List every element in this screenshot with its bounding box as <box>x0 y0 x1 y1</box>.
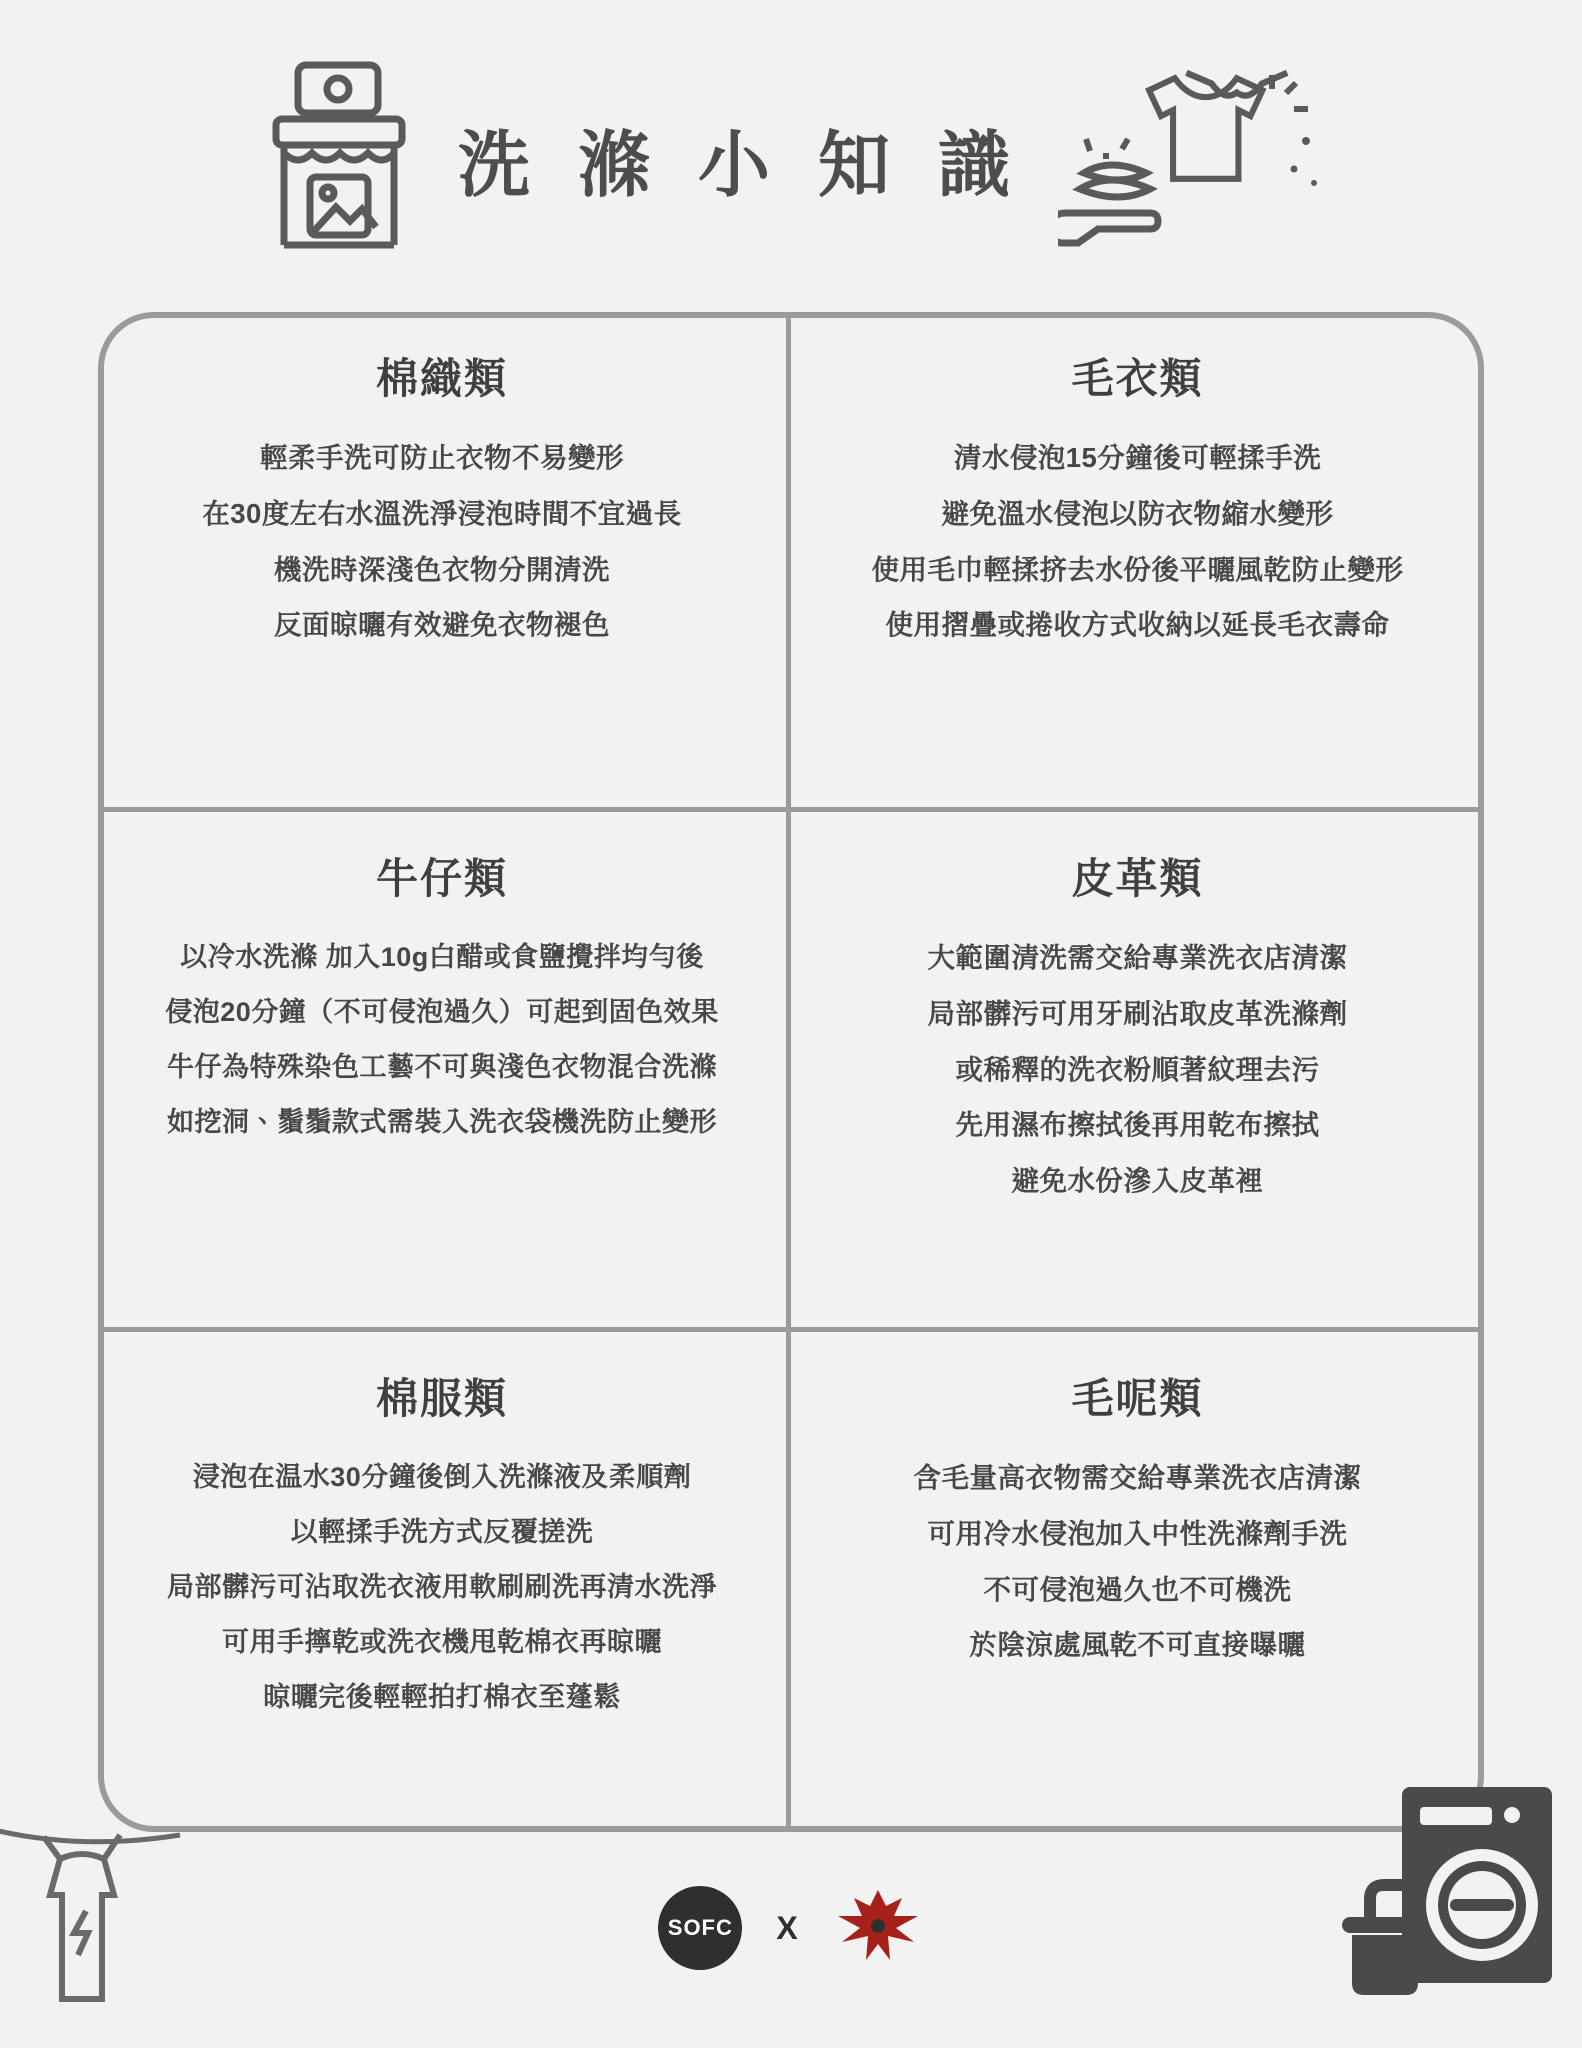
laundry-shop-icon <box>254 57 424 262</box>
section-title: 毛衣類 <box>1071 355 1204 402</box>
tip-line: 如挖洞、鬚鬚款式需裝入洗衣袋機洗防止變形 <box>167 1107 717 1138</box>
tip-line: 清水侵泡15分鐘後可輕揉手洗 <box>953 442 1322 473</box>
tip-line: 可用冷水侵泡加入中性洗滌劑手洗 <box>927 1517 1348 1549</box>
tip-line: 在30度左右水溫洗淨浸泡時間不宜過長 <box>202 497 682 529</box>
tip-line: 以輕揉手洗方式反覆搓洗 <box>290 1517 594 1548</box>
sofc-logo: SOFC <box>658 1886 742 1970</box>
tip-line: 可用手擰乾或洗衣機甩乾棉衣再晾曬 <box>222 1627 662 1658</box>
tip-section-padded <box>98 1332 791 1832</box>
tip-line: 大範圍清洗需交給專業洗衣店清潔 <box>927 942 1348 973</box>
tip-line: 以冷水洗滌 加入10g白醋或食鹽攪拌均勻後 <box>180 942 704 972</box>
tip-section-leather <box>791 812 1484 1332</box>
tip-line: 於陰涼處風乾不可直接曝曬 <box>969 1629 1306 1661</box>
tip-line: 使用摺疊或捲收方式收納以延長毛衣壽命 <box>885 609 1390 641</box>
section-title: 皮革類 <box>1071 855 1204 902</box>
tip-line: 不可侵泡過久也不可機洗 <box>983 1573 1292 1605</box>
section-title: 棉服類 <box>375 1375 508 1422</box>
footer-logos <box>0 1868 1582 1988</box>
section-lines <box>817 1460 1458 1663</box>
tip-line: 反面晾曬有效避免衣物褪色 <box>274 609 610 641</box>
page-title: 洗 滌 小 知 識 <box>457 126 1025 206</box>
tip-line: 避免溫水侵泡以防衣物縮水變形 <box>941 497 1334 529</box>
section-title: 毛呢類 <box>1071 1375 1204 1422</box>
footer-separator: X <box>776 1909 798 1946</box>
section-lines <box>817 940 1458 1199</box>
tshirt-wash-icon <box>1058 57 1328 262</box>
section-lines <box>124 440 760 643</box>
section-lines <box>124 1460 760 1715</box>
tip-line: 輕柔手洗可防止衣物不易變形 <box>260 442 624 473</box>
page-header <box>0 0 1582 300</box>
tip-line: 先用濕布擦拭後再用乾布擦拭 <box>955 1109 1320 1141</box>
tip-section-denim <box>98 812 791 1332</box>
section-lines <box>124 940 760 1140</box>
tip-line: 牛仔為特殊染色工藝不可與淺色衣物混合洗滌 <box>167 1052 717 1083</box>
tip-line: 或稀釋的洗衣粉順著紋理去污 <box>955 1053 1320 1085</box>
tip-line: 晾曬完後輕輕拍打棉衣至蓬鬆 <box>263 1682 621 1713</box>
tip-section-sweater <box>791 312 1484 812</box>
tip-line: 避免水份滲入皮革裡 <box>1011 1165 1264 1196</box>
section-lines <box>817 440 1458 643</box>
tips-grid <box>98 312 1484 1832</box>
tip-line: 使用毛巾輕揉挤去水份後平曬風乾防止變形 <box>871 553 1404 585</box>
tip-line: 侵泡20分鐘（不可侵泡過久）可起到固色效果 <box>165 997 719 1028</box>
tip-section-cotton <box>98 312 791 812</box>
tip-section-wool <box>791 1332 1484 1832</box>
section-title: 棉織類 <box>375 355 508 402</box>
section-title: 牛仔類 <box>375 855 508 902</box>
tip-line: 浸泡在温水30分鐘後倒入洗滌液及柔順劑 <box>192 1462 692 1492</box>
tip-line: 含毛量高衣物需交給專業洗衣店清潔 <box>913 1462 1362 1493</box>
tip-line: 局部髒污可沾取洗衣液用軟刷刷洗再清水洗淨 <box>167 1572 717 1603</box>
tip-line: 局部髒污可用牙刷沾取皮革洗滌劑 <box>927 997 1348 1029</box>
red-emblem-icon <box>832 1886 924 1970</box>
tip-line: 機洗時深淺色衣物分開清洗 <box>274 553 610 585</box>
